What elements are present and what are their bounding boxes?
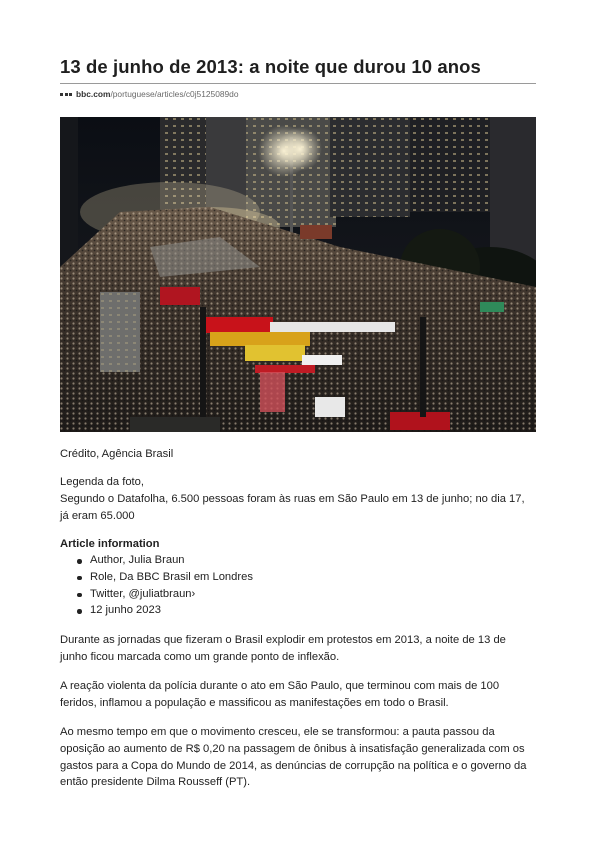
info-author: Author, Julia Braun: [60, 552, 253, 569]
photo-credit: Crédito, Agência Brasil: [60, 448, 174, 460]
protest-crowd-photo: [60, 117, 536, 432]
source-line: [60, 89, 238, 99]
body-paragraph-3: Ao mesmo tempo em que o movimento cresceu, ele se transformou: a pauta passou da oposição ao aumento de R$ 0,20 na passagem de ônibus à insatisfação generalizada com os gastos para a Copa do Mundo de 2014, as denúncias de corrupção na política e o governo da então presidente Dilma Rousseff (PT).: [60, 726, 527, 789]
info-date: 12 junho 2023: [60, 602, 253, 619]
bbc-logo-icon: [60, 93, 72, 96]
info-twitter-link[interactable]: Twitter, @juliatbraun›: [60, 586, 253, 603]
article-info-list: [60, 552, 253, 619]
article-title: 13 de junho de 2013: a noite que durou 10 anos: [60, 56, 481, 77]
caption-label: Legenda da foto,: [60, 476, 144, 488]
source-domain-link[interactable]: bbc.com: [76, 89, 111, 99]
article-info-heading: Article information: [60, 538, 160, 550]
info-role: Role, Da BBC Brasil em Londres: [60, 569, 253, 586]
title-divider: [60, 83, 536, 84]
body-paragraph-2: A reação violenta da polícia durante o ato em São Paulo, que terminou com mais de 100 feridos, inflamou a população e massificou as manifestações em todo o Brasil.: [60, 680, 500, 709]
body-paragraph-1: Durante as jornadas que fizeram o Brasil explodir em protestos em 2013, a noite de 13 de junho ficou marcada como um grande ponto de inflexão.: [60, 634, 506, 663]
source-path: /portuguese/articles/c0j5125089do: [110, 89, 239, 99]
caption-text: Segundo o Datafolha, 6.500 pessoas foram às ruas em São Paulo em 13 de junho; no dia 17, já eram 65.000: [60, 493, 525, 522]
